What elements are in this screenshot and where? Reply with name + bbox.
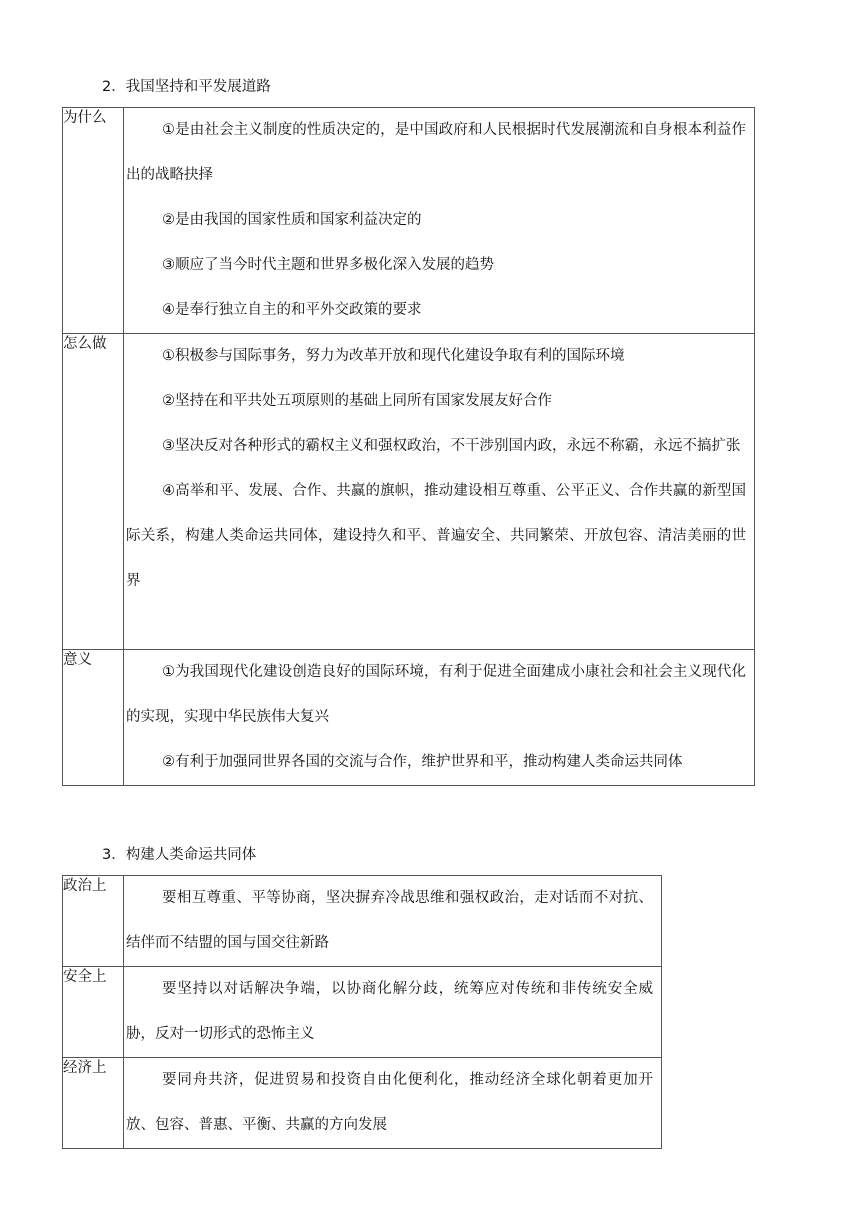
table-row-how <box>63 334 755 650</box>
row-content-security <box>124 967 662 1058</box>
list-item: 要同舟共济，促进贸易和投资自由化便利化，推动经济全球化朝着更加开放、包容、普惠、平衡、共赢的方向发展 <box>126 1072 653 1133</box>
row-label-political: 政治上 <box>63 876 124 967</box>
list-item: ②有利于加强同世界各国的交流与合作，维护世界和平，推动构建人类命运共同体 <box>162 754 683 770</box>
list-item: ②坚持在和平共处五项原则的基础上同所有国家发展友好合作 <box>162 393 552 409</box>
table-row-significance <box>63 650 755 786</box>
row-content-how <box>124 334 755 650</box>
list-item: ②是由我国的国家性质和国家利益决定的 <box>162 212 422 228</box>
list-item: 要坚持以对话解决争端，以协商化解分歧，统筹应对传统和非传统安全威胁，反对一切形式的恐怖主义 <box>126 981 653 1042</box>
row-content-why <box>124 108 755 334</box>
list-item: ④是奉行独立自主的和平外交政策的要求 <box>162 302 422 318</box>
row-label-why: 为什么 <box>63 108 124 334</box>
row-label-significance: 意义 <box>63 650 124 786</box>
table-row-political <box>63 876 662 967</box>
section3-heading: 3．构建人类命运共同体 <box>102 847 257 863</box>
row-content-significance <box>124 650 755 786</box>
row-content-political <box>124 876 662 967</box>
row-label-how: 怎么做 <box>63 334 124 650</box>
list-item: ①是由社会主义制度的性质决定的，是中国政府和人民根据时代发展潮流和自身根本利益作出的战略抉择 <box>126 122 746 183</box>
row-label-economic: 经济上 <box>63 1058 124 1149</box>
list-item: ④高举和平、发展、合作、共赢的旗帜，推动建设相互尊重、公平正义、合作共赢的新型国际关系，构建人类命运共同体，建设持久和平、普遍安全、共同繁荣、开放包容、清洁美丽的世界 <box>126 483 746 589</box>
section2-heading: 2．我国坚持和平发展道路 <box>102 79 271 95</box>
row-content-economic <box>124 1058 662 1149</box>
row-label-security: 安全上 <box>63 967 124 1058</box>
list-item: ③坚决反对各种形式的霸权主义和强权政治，不干涉别国内政，永远不称霸，永远不搞扩张 <box>162 438 741 454</box>
table-row-why <box>63 108 755 334</box>
table-row-security <box>63 967 662 1058</box>
table-row-economic <box>63 1058 662 1149</box>
list-item: ③顺应了当今时代主题和世界多极化深入发展的趋势 <box>162 257 494 273</box>
list-item: ①为我国现代化建设创造良好的国际环境，有利于促进全面建成小康社会和社会主义现代化的实现，实现中华民族伟大复兴 <box>126 664 746 725</box>
community-shared-future-table <box>62 875 662 1149</box>
peaceful-development-table <box>62 107 755 786</box>
list-item: ①积极参与国际事务，努力为改革开放和现代化建设争取有利的国际环境 <box>162 348 625 364</box>
list-item: 要相互尊重、平等协商，坚决摒弃冷战思维和强权政治，走对话而不对抗、结伴而不结盟的国与国交往新路 <box>126 890 653 951</box>
